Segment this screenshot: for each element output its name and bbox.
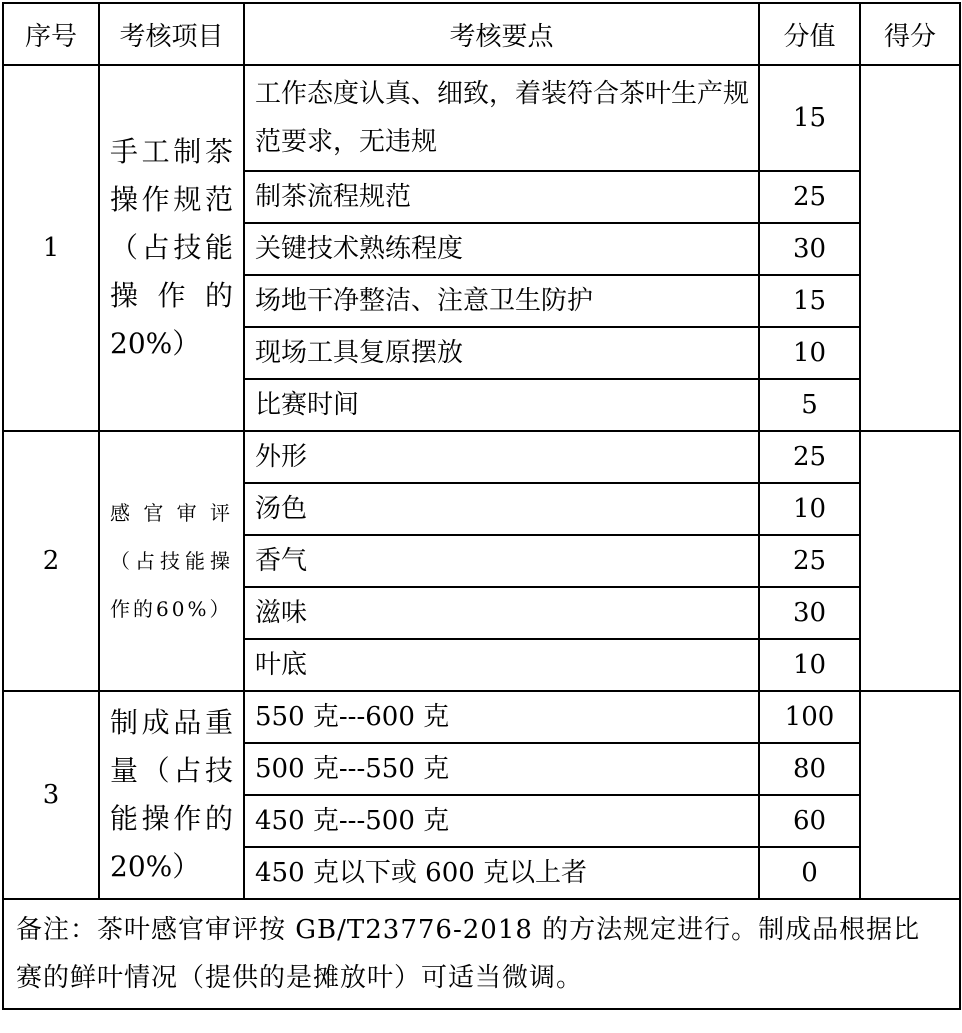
group-3-result-cell[interactable] <box>860 691 960 899</box>
point-cell: 450 克---500 克 <box>244 795 759 847</box>
score-cell: 10 <box>759 639 860 691</box>
group-3-item: 制成品重量（占技能操作的20%） <box>99 691 244 899</box>
score-cell: 10 <box>759 327 860 379</box>
point-cell: 450 克以下或 600 克以上者 <box>244 847 759 899</box>
score-cell: 10 <box>759 483 860 535</box>
point-cell: 550 克---600 克 <box>244 691 759 743</box>
score-cell: 5 <box>759 379 860 431</box>
point-cell: 500 克---550 克 <box>244 743 759 795</box>
score-cell: 0 <box>759 847 860 899</box>
header-seq: 序号 <box>3 3 99 65</box>
group-1-result-cell[interactable] <box>860 65 960 431</box>
header-item: 考核项目 <box>99 3 244 65</box>
score-cell: 15 <box>759 275 860 327</box>
score-cell: 25 <box>759 535 860 587</box>
point-cell: 叶底 <box>244 639 759 691</box>
note-row <box>3 899 960 1009</box>
group-1-item: 手工制茶操作规范（占技能操作的20%） <box>99 65 244 431</box>
group-2-item: 感官审评（占技能操作的60%） <box>99 431 244 691</box>
point-cell: 汤色 <box>244 483 759 535</box>
group-3-seq: 3 <box>3 691 99 899</box>
header-row <box>3 3 960 65</box>
score-cell: 15 <box>759 65 860 171</box>
score-cell: 30 <box>759 587 860 639</box>
score-cell: 25 <box>759 171 860 223</box>
header-score: 分值 <box>759 3 860 65</box>
header-points: 考核要点 <box>244 3 759 65</box>
point-cell: 工作态度认真、细致，着装符合茶叶生产规范要求，无违规 <box>244 65 759 171</box>
table-row <box>3 691 960 743</box>
group-2-result-cell[interactable] <box>860 431 960 691</box>
point-cell: 外形 <box>244 431 759 483</box>
point-cell: 滋味 <box>244 587 759 639</box>
remark-text: 备注：茶叶感官审评按 GB/T23776-2018 的方法规定进行。制成品根据比赛的鲜叶情况（提供的是摊放叶）可适当微调。 <box>3 899 960 1009</box>
score-cell: 80 <box>759 743 860 795</box>
score-cell: 60 <box>759 795 860 847</box>
point-cell: 场地干净整洁、注意卫生防护 <box>244 275 759 327</box>
point-cell: 香气 <box>244 535 759 587</box>
header-result: 得分 <box>860 3 960 65</box>
group-2-seq: 2 <box>3 431 99 691</box>
score-cell: 100 <box>759 691 860 743</box>
scoring-table <box>2 2 961 1010</box>
point-cell: 比赛时间 <box>244 379 759 431</box>
point-cell: 现场工具复原摆放 <box>244 327 759 379</box>
point-cell: 制茶流程规范 <box>244 171 759 223</box>
point-cell: 关键技术熟练程度 <box>244 223 759 275</box>
score-cell: 25 <box>759 431 860 483</box>
table-row <box>3 431 960 483</box>
score-cell: 30 <box>759 223 860 275</box>
group-1-seq: 1 <box>3 65 99 431</box>
table-row <box>3 65 960 171</box>
